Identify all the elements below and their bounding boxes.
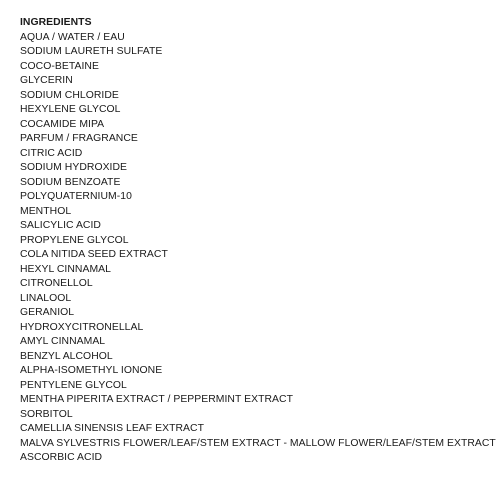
ingredient-item: GLYCERIN [20, 75, 73, 86]
ingredient-item: COCAMIDE MIPA [20, 118, 105, 130]
ingredients-document [20, 16, 496, 466]
ingredient-item: HYDROXYCITRONELLAL [20, 321, 144, 333]
ingredient-item: CITRIC ACID [20, 147, 83, 159]
ingredients-heading: INGREDIENTS [20, 17, 92, 28]
ingredient-item: MALVA SYLVESTRIS FLOWER/LEAF/STEM EXTRACT - MALLOW FLOWER/LEAF/STEM EXTRACT [20, 437, 496, 449]
ingredient-item: SODIUM LAURETH SULFATE [20, 46, 163, 57]
ingredient-item: CITRONELLOL [20, 278, 93, 289]
ingredient-item: BENZYL ALCOHOL [20, 350, 113, 362]
ingredient-item: COLA NITIDA SEED EXTRACT [20, 249, 168, 260]
ingredient-item: PROPYLENE GLYCOL [20, 234, 129, 246]
ingredient-item: GERANIOL [20, 307, 75, 318]
ingredient-item: AQUA / WATER / EAU [20, 31, 125, 43]
ingredient-item: SODIUM CHLORIDE [20, 89, 119, 101]
ingredient-item: HEXYLENE GLYCOL [20, 104, 121, 115]
ingredient-item: POLYQUATERNIUM-10 [20, 191, 132, 202]
ingredients-list [20, 31, 496, 466]
ingredient-item: ALPHA-ISOMETHYL IONONE [20, 365, 163, 376]
ingredient-item: MENTHOL [20, 205, 72, 217]
ingredient-item: AMYL CINNAMAL [20, 336, 106, 347]
ingredient-item: SORBITOL [20, 408, 73, 420]
ingredient-item: HEXYL CINNAMAL [20, 263, 111, 275]
ingredient-item: COCO-BETAINE [20, 60, 99, 72]
ingredient-item: LINALOOL [20, 292, 72, 304]
ingredient-item: ASCORBIC ACID [20, 452, 103, 463]
ingredient-item: SODIUM HYDROXIDE [20, 162, 128, 173]
ingredient-item: PENTYLENE GLYCOL [20, 379, 127, 391]
ingredient-item: MENTHA PIPERITA EXTRACT / PEPPERMINT EXTRACT [20, 394, 293, 405]
ingredient-item: PARFUM / FRAGRANCE [20, 133, 138, 144]
ingredient-item: SODIUM BENZOATE [20, 176, 121, 188]
ingredient-item: SALICYLIC ACID [20, 220, 101, 231]
ingredient-item: CAMELLIA SINENSIS LEAF EXTRACT [20, 423, 204, 434]
